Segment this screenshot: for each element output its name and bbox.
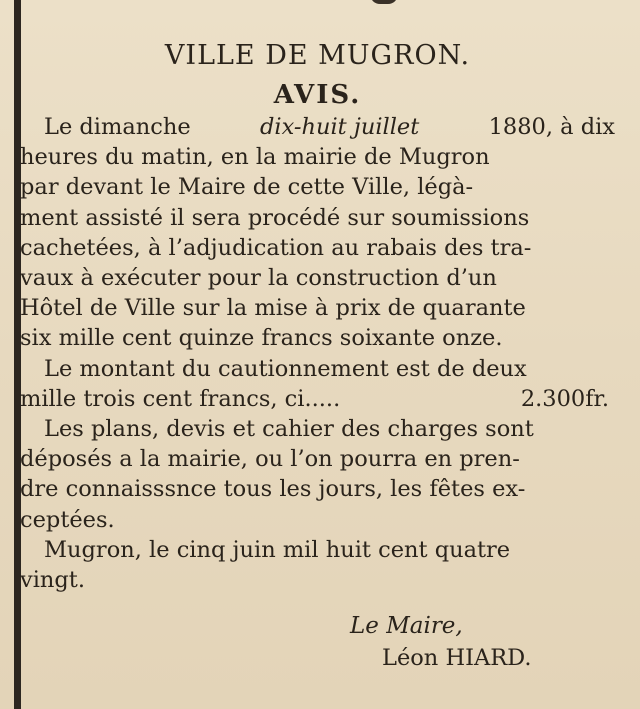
top-ornament: [370, 0, 398, 4]
text-line: ment assisté il sera procédé sur soumissions: [20, 204, 530, 231]
text-line: ceptées.: [20, 506, 115, 533]
signature-role: Le Maire,: [350, 613, 463, 640]
text-segment: Le dimanche: [44, 114, 191, 140]
text-line: Le montant du cautionnement est de deux: [44, 355, 527, 382]
text-line: vaux à exécuter pour la construction d’un: [20, 265, 497, 292]
text-segment: mille trois cent francs, ci.....: [20, 385, 341, 412]
amount-value: 2.300fr.: [520, 385, 609, 412]
date-italic: dix-huit juillet: [259, 114, 420, 140]
text-line: Hôtel de Ville sur la mise à prix de quarante: [20, 295, 526, 322]
notice-article: [20, 30, 615, 674]
text-line: [20, 112, 615, 142]
text-line: dre connaisssnce tous les jours, les fêtes ex-: [20, 476, 526, 503]
text-line: Les plans, devis et cahier des charges sont: [44, 416, 534, 443]
text-line: par devant le Maire de cette Ville, légà-: [20, 174, 474, 201]
text-line: déposés a la mairie, ou l’on pourra en pren-: [20, 446, 520, 473]
text-line: heures du matin, en la mairie de Mugron: [20, 144, 490, 171]
text-line: cachetées, à l’adjudication au rabais des tra-: [20, 234, 532, 261]
text-line: Mugron, le cinq juin mil huit cent quatre: [44, 536, 511, 563]
text-line: six mille cent quinze francs soixante onze.: [20, 325, 503, 352]
text-line: vingt.: [20, 567, 85, 594]
notice-heading: AVIS.: [273, 80, 362, 110]
text-line: [20, 384, 615, 414]
notice-title: VILLE DE MUGRON.: [164, 40, 471, 71]
signature-name: Léon HIARD.: [382, 645, 532, 672]
text-segment: 1880, à dix: [488, 114, 615, 140]
